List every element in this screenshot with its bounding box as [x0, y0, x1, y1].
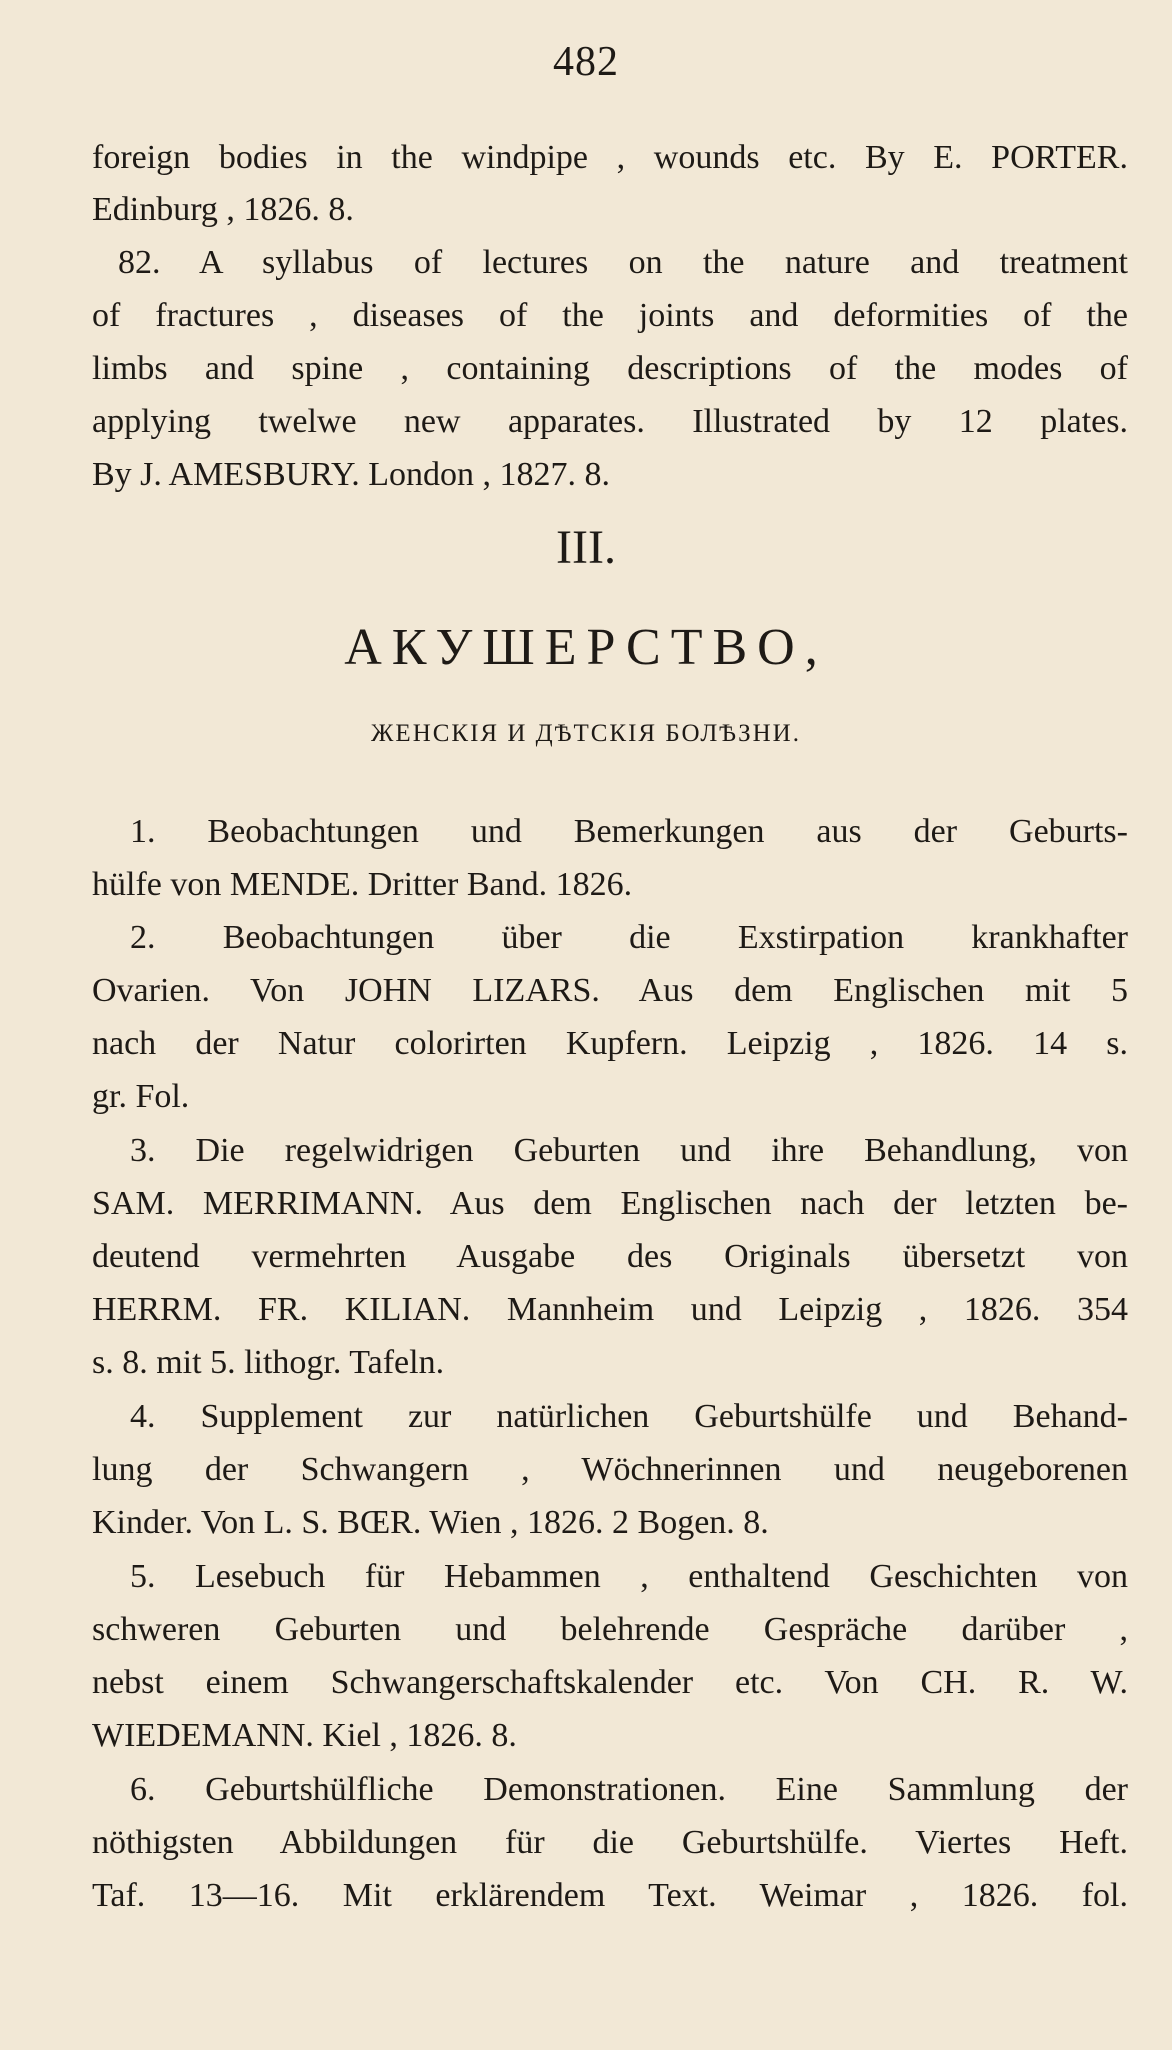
entry-line: schweren Geburten und belehrende Gespräche darüber ,: [92, 1611, 1128, 1648]
entry-line: WIEDEMANN. Kiel , 1826. 8.: [92, 1717, 517, 1754]
section-title: АКУШЕРСТВО,: [344, 619, 828, 676]
entry-line: nach der Natur colorirten Kupfern. Leipzig , 1826. 14 s.: [92, 1025, 1128, 1062]
entry-line: nebst einem Schwangerschaftskalender etc. Von CH. R. W.: [92, 1664, 1128, 1701]
entry-line: Taf. 13—16. Mit erklärendem Text. Weimar , 1826. fol.: [92, 1877, 1128, 1914]
entry-line: 1. Beobachtungen und Bemerkungen aus der Geburts-: [130, 813, 1128, 850]
entry-line: Ovarien. Von JOHN LIZARS. Aus dem Englischen mit 5: [92, 972, 1128, 1009]
section-subtitle: ЖЕНСКІЯ И ДѢТСКІЯ БОЛѢЗНИ.: [371, 720, 801, 747]
entry-line: nöthigsten Abbildungen für die Geburtshülfe. Viertes Heft.: [92, 1824, 1128, 1861]
entry-line: 4. Supplement zur natürlichen Geburtshülfe und Behand-: [130, 1398, 1128, 1435]
entry-line: 3. Die regelwidrigen Geburten und ihre Behandlung, von: [130, 1132, 1128, 1169]
entry-line: gr. Fol.: [92, 1078, 190, 1115]
section-number: III.: [556, 521, 616, 574]
text-line: foreign bodies in the windpipe , wounds etc. By E. PORTER.: [92, 139, 1128, 176]
text-line: 82. A syllabus of lectures on the nature and treatment: [118, 244, 1128, 281]
entry-line: 2. Beobachtungen über die Exstirpation krankhafter: [130, 919, 1128, 956]
entry-line: deutend vermehrten Ausgabe des Originals übersetzt von: [92, 1238, 1128, 1275]
entry-line: Kinder. Von L. S. BŒR. Wien , 1826. 2 Bogen. 8.: [92, 1504, 769, 1541]
entry-line: 5. Lesebuch für Hebammen , enthaltend Geschichten von: [130, 1558, 1128, 1595]
text-line: applying twelwe new apparates. Illustrated by 12 plates.: [92, 403, 1128, 440]
page-number: 482: [553, 39, 619, 85]
entry-line: HERRM. FR. KILIAN. Mannheim und Leipzig , 1826. 354: [92, 1291, 1128, 1328]
text-line: By J. AMESBURY. London , 1827. 8.: [92, 456, 610, 493]
text-line: of fractures , diseases of the joints and deformities of the: [92, 297, 1128, 334]
entry-line: hülfe von MENDE. Dritter Band. 1826.: [92, 866, 633, 903]
text-line: limbs and spine , containing descriptions of the modes of: [92, 350, 1128, 387]
entry-line: SAM. MERRIMANN. Aus dem Englischen nach der letzten be-: [92, 1185, 1128, 1222]
entry-line: s. 8. mit 5. lithogr. Tafeln.: [92, 1344, 445, 1381]
entry-line: lung der Schwangern , Wöchnerinnen und neugeborenen: [92, 1451, 1128, 1488]
entry-line: 6. Geburtshülfliche Demonstrationen. Eine Sammlung der: [130, 1771, 1128, 1808]
text-line: Edinburg , 1826. 8.: [92, 191, 354, 228]
